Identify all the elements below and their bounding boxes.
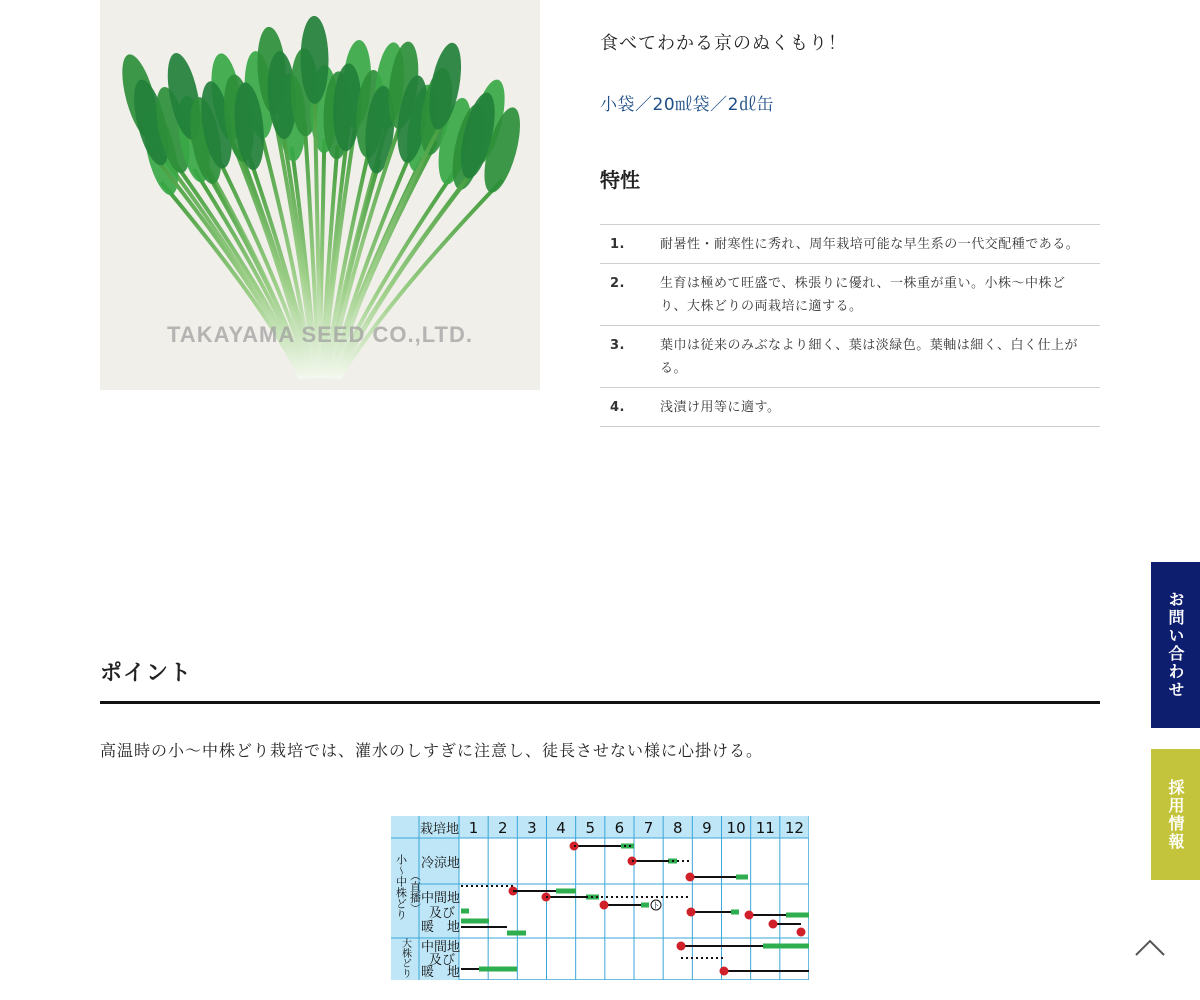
list-item	[600, 264, 1100, 326]
chevron-up-icon	[1133, 935, 1167, 959]
feature-number: 3.	[610, 338, 625, 353]
sowing-dot	[687, 908, 696, 917]
calendar-header-label: 栽培地	[420, 822, 460, 837]
region-mid2-label: 及び	[429, 953, 456, 968]
feature-number: 1.	[610, 237, 625, 252]
product-image	[100, 0, 540, 390]
back-to-top-button[interactable]	[1133, 935, 1167, 959]
month-label: 12	[784, 819, 804, 837]
sowing-dot	[720, 967, 729, 976]
list-item	[600, 225, 1100, 264]
month-label: 9	[702, 819, 712, 837]
group-large-label: 大株どり	[399, 938, 411, 978]
sowing-dot	[745, 911, 754, 920]
tunnel-mark-label: ト	[652, 901, 660, 910]
month-label: 3	[527, 819, 537, 837]
group-small-label: 小～中株どり	[394, 854, 408, 920]
point-heading: ポイント	[100, 661, 193, 686]
feature-number: 2.	[610, 276, 625, 291]
month-label: 10	[726, 819, 746, 837]
region-mid2-label: 中間地	[421, 940, 461, 955]
region-mid-label: 及び	[429, 906, 456, 921]
point-text: 高温時の小～中株どり栽培では、灌水のしすぎに注意し、徒長させない様に心掛ける。	[100, 741, 764, 760]
sowing-dot	[686, 873, 695, 882]
sowing-dot	[769, 920, 778, 929]
product-catchphrase: 食べてわかる京のぬくもり！	[600, 33, 847, 54]
month-label: 1	[468, 819, 479, 837]
month-label: 5	[585, 819, 596, 837]
feature-text: 耐暑性・耐寒性に秀れ、周年栽培可能な早生系の一代交配種である。	[660, 237, 1080, 252]
package-sizes: 小袋／20㎖袋／2㎗缶	[600, 95, 774, 115]
list-item	[600, 326, 1100, 388]
month-label: 7	[643, 819, 654, 837]
features-heading: 特性	[600, 168, 640, 192]
sowing-dot	[797, 928, 806, 937]
month-label: 6	[614, 819, 625, 837]
region-mid2-label: 暖 地	[421, 965, 461, 980]
feature-number: 4.	[610, 400, 625, 415]
group-small-note: （直播）	[408, 870, 422, 914]
region-mid-label: 中間地	[421, 891, 461, 906]
heading-divider	[100, 701, 1100, 704]
region-cool-label: 冷涼地	[421, 856, 461, 871]
feature-text: 生育は極めて旺盛で、株張りに優れ、一株重が重い。小株～中株どり、大株どりの両栽培に適する。	[660, 276, 1066, 314]
month-label: 2	[497, 819, 508, 837]
month-label: 4	[556, 819, 566, 837]
features-list	[600, 224, 1100, 427]
month-label: 8	[672, 819, 683, 837]
region-mid-label: 暖 地	[421, 920, 461, 935]
recruit-tab[interactable]: 採用情報	[1151, 749, 1200, 880]
image-watermark: TAKAYAMA SEED CO.,LTD.	[167, 322, 473, 347]
list-item	[600, 388, 1100, 427]
cultivation-calendar	[391, 816, 809, 980]
feature-text: 浅漬け用等に適す。	[660, 400, 781, 415]
sowing-dot	[677, 942, 686, 951]
month-label: 11	[755, 819, 775, 837]
contact-tab[interactable]: お問い合わせ	[1151, 562, 1200, 728]
sowing-dot	[600, 901, 609, 910]
feature-text: 葉巾は従来のみぶなより細く、葉は淡緑色。葉軸は細く、白く仕上がる。	[660, 338, 1078, 376]
